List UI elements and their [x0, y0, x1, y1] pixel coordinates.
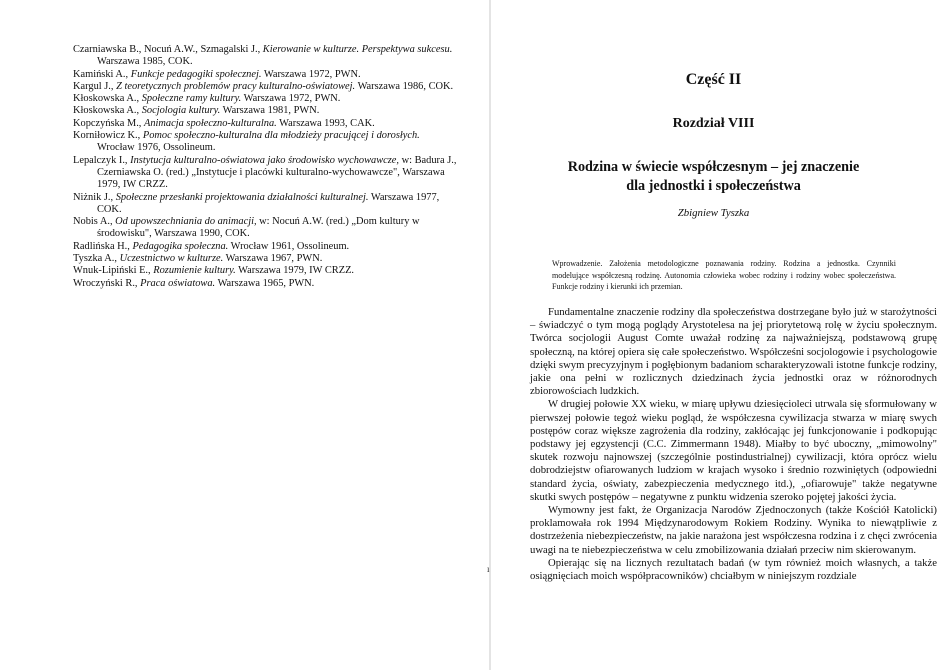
bibliography-publication: w: Nocuń A.W. (red.) „Dom kultury w środowisku", Warszawa 1990, COK.	[97, 216, 420, 240]
bibliography-entry	[73, 265, 458, 277]
bibliography-title: Animacja społeczno-kulturalna.	[144, 117, 277, 129]
bibliography-publication: Warszawa 1972, PWN.	[261, 68, 361, 80]
bibliography-author: Kłoskowska A.,	[73, 93, 142, 105]
chapter-abstract: Wprowadzenie. Założenia metodologiczne poznawania rodziny. Rodzina a jednostka. Czynniki modelujące współczesną rodzinę. Autonomia człowieka wobec rodziny i rodziny wobec społeczeństwa. Funkcje rodziny i kierunki ich przemian.	[552, 259, 896, 291]
body-paragraph-3: Wymowny jest fakt, że Organizacja Narodów Zjednoczonych (także Kościół Katolicki) proklamowała rok 1994 Międzynarodowym Rokiem Rodziny. Wynika to niewątpliwie z dostrzeżenia niebezpieczeństw, na jakie narażona jest współczesna rodzina i z chęci zwrócenia uwagi na te niebezpieczeństwa w celu zmobilizowania działań przeciw nim skierowanym.	[530, 504, 937, 556]
bibliography-title: Rozumienie kultury.	[153, 265, 236, 277]
body-paragraph-2: W drugiej połowie XX wieku, w miarę upływu dziesięcioleci utrwala się sformułowany w pierwszej połowie tegoż wieku pogląd, że współczesna cywilizacja stwarza w miarę swych postępów coraz większe zagrożenia dla rodziny, zakłócając jej funkcjonowanie i podkopując podstawy jej egzystencji (C.C. Zimmermann 1948). Miałby to być uboczny, „mimowolny" skutek rozwoju najnowszej (szczególnie postindustrialnej) cywilizacji, która oprócz wielu dobrodziejstw ofiarowanych ludziom w krajach wysoko i średnio rozwiniętych (odpowiedni standard życia, oświaty, zabezpieczenia medycznego itd.), „ofiarowuje" także negatywne skutki swych postępów – negatywne z punktu widzenia szeroko pojętej jakości życia.	[530, 398, 937, 503]
bibliography-title: Kierowanie w kulturze. Perspektywa sukcesu.	[262, 44, 453, 55]
bibliography-author: Lepalczyk I.,	[73, 154, 131, 166]
bibliography-entry	[73, 241, 458, 253]
bibliography-publication: Warszawa 1965, PWN.	[215, 277, 315, 289]
bibliography-publication: Warszawa 1993, CAK.	[276, 117, 375, 129]
bibliography-entry	[73, 81, 458, 93]
bibliography-title: Praca oświatowa.	[140, 277, 216, 289]
bibliography-author: Kamiński A.,	[73, 68, 131, 80]
bibliography-entry	[73, 192, 458, 217]
bibliography-entry	[73, 118, 458, 130]
bibliography-entry	[73, 93, 458, 105]
bibliography-author: Korniłowicz K.,	[73, 130, 143, 142]
bibliography-publication: Warszawa 1986, COK.	[355, 80, 454, 92]
chapter-body	[530, 306, 937, 583]
bibliography-entry	[73, 155, 458, 192]
bibliography-title: Pomoc społeczno-kulturalna dla młodzieży pracującej i dorosłych.	[142, 130, 420, 142]
bibliography-entry	[73, 44, 458, 69]
bibliography-author: Radlińska H.,	[73, 240, 133, 252]
bibliography-author: Wroczyński R.,	[73, 277, 141, 289]
chapter-title	[500, 158, 927, 196]
bibliography-publication: Warszawa 1967, PWN.	[223, 253, 323, 265]
bibliography-publication: w: Badura J., Czerniawska O. (red.) „Instytucje i placówki kulturalno-wychowawcze", Warszawa 1979, IW CRZZ.	[97, 154, 457, 191]
body-paragraph-4: Opierając się na licznych rezultatach badań (w tym również moich własnych, a także osiągnięciach moich współpracowników) chciałbym w niniejszym rozdziale	[530, 556, 937, 583]
bibliography-entry	[73, 69, 458, 81]
bibliography-publication: Warszawa 1985, COK.	[97, 56, 193, 68]
bibliography-title: Funkcje pedagogiki społecznej.	[130, 68, 262, 80]
bibliography-author: Wnuk-Lipiński E.,	[73, 265, 154, 277]
bibliography-title: Socjologia kultury.	[141, 105, 221, 117]
bibliography-publication: Wrocław 1961, Ossolineum.	[228, 240, 350, 252]
bibliography-author: Kargul J.,	[73, 80, 117, 92]
bibliography-title: Uczestnictwo w kulturze.	[119, 253, 224, 265]
chapter-title-line-2: dla jednostki i społeczeństwa	[626, 178, 801, 194]
bibliography-publication: Warszawa 1979, IW CRZZ.	[235, 265, 355, 277]
bibliography-author: Tyszka A.,	[73, 253, 120, 265]
bibliography-title: Społeczne przesłanki projektowania działalności kulturalnej.	[115, 191, 369, 203]
bibliography-entry	[73, 105, 458, 117]
bibliography-title: Od upowszechniania do animacji,	[115, 216, 257, 228]
body-paragraph-1: Fundamentalne znaczenie rodziny dla społeczeństwa dostrzegane było już w starożytności – świadczyć o tym mogą poglądy Arystotelesa na jej priorytetową rolę w życiu społecznym. Twórca socjologii August Comte uważał rodzinę za najważniejszą, podstawową grupę społeczną, na której opiera się całe społeczeństwo. Współcześni socjologowie i psychologowie dzięki swym precyzyjnym i pogłębionym badaniom scharakteryzowali istotne funkcje rodziny, jakie ona pełni w rozlicznych dziedzinach życia jednostki oraz w różnorodnych zbiorowościach ludzkich.	[530, 306, 937, 398]
bibliography-title: Społeczne ramy kultury.	[141, 93, 242, 105]
margin-mark: ı	[487, 564, 490, 574]
bibliography-entry	[73, 278, 458, 290]
right-page	[480, 0, 947, 670]
bibliography-author: Kopczyńska M.,	[73, 117, 144, 129]
bibliography-entry	[73, 253, 458, 265]
bibliography-publication: Wrocław 1976, Ossolineum.	[97, 142, 216, 154]
bibliography-entry	[73, 216, 458, 241]
bibliography-publication: Warszawa 1977, COK.	[97, 191, 440, 215]
bibliography-author: Niżnik J.,	[73, 191, 116, 203]
bibliography-entry	[73, 130, 458, 155]
bibliography-author: Kłoskowska A.,	[73, 105, 142, 117]
chapter-title-line-1: Rodzina w świecie współczesnym – jej znaczenie	[567, 159, 860, 175]
bibliography-publication: Warszawa 1981, PWN.	[220, 105, 320, 117]
chapter-author: Zbigniew Tyszka	[677, 207, 750, 219]
bibliography-title: Z teoretycznych problemów pracy kulturalno-oświatowej.	[116, 80, 356, 92]
bibliography-author: Czarniawska B., Nocuń A.W., Szmagalski J.,	[73, 44, 263, 55]
part-heading: Część II	[685, 71, 742, 88]
bibliography-author: Nobis A.,	[73, 216, 116, 228]
bibliography-publication: Warszawa 1972, PWN.	[241, 93, 341, 105]
bibliography-title: Pedagogika społeczna.	[132, 240, 229, 252]
bibliography-title: Instytucja kulturalno-oświatowa jako środowisko wychowawcze,	[130, 154, 400, 166]
chapter-heading: Rozdział VIII	[672, 116, 755, 131]
bibliography-list	[73, 44, 458, 290]
